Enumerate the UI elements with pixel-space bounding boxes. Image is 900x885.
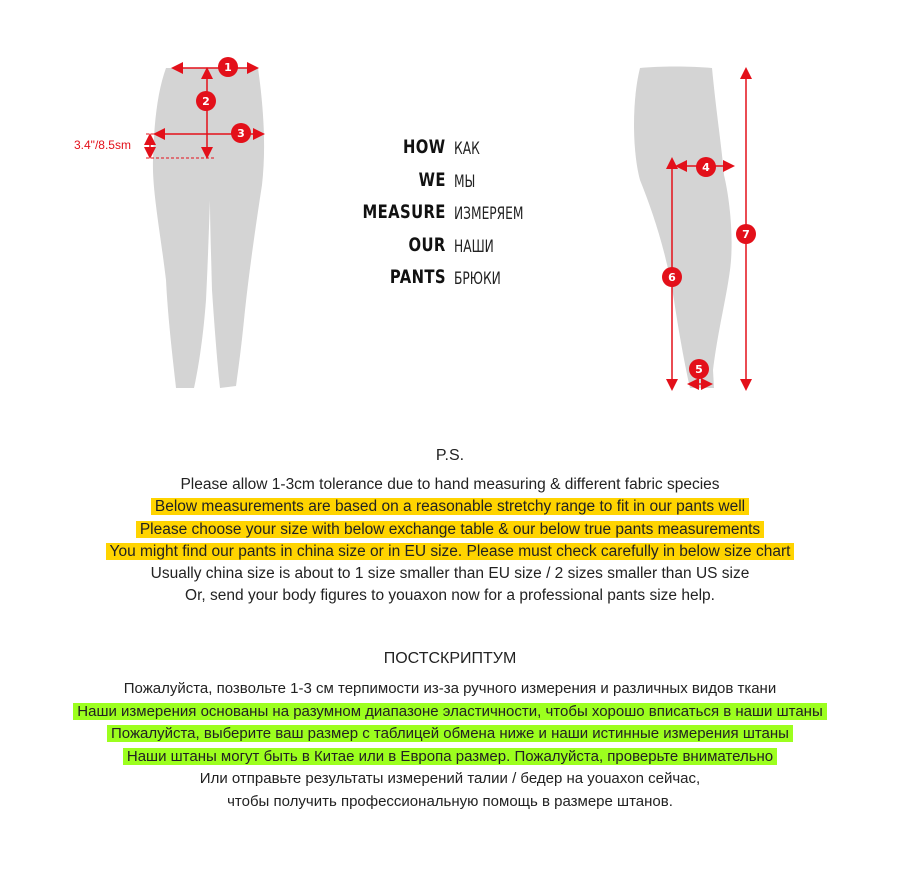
howto-en: WE <box>418 168 446 191</box>
howto-en: OUR <box>408 233 446 256</box>
ru-line-highlighted: Наши измерения основаны на разумном диапазоне эластичности, чтобы хорошо вписаться в наши штаны <box>0 701 900 724</box>
ru-line: Пожалуйста, позвольте 1-3 см терпимости из-за ручного измерения и различных видов ткани <box>123 680 777 697</box>
front-pants-silhouette <box>153 68 264 388</box>
howto-ru: ИЗМЕРЯЕМ <box>454 204 524 224</box>
ps-line-highlighted: Please choose your size with below exchange table & our below true pants measurements <box>0 519 900 541</box>
howto-ru: БРЮКИ <box>454 269 501 289</box>
marker-2 <box>196 91 216 111</box>
howto-ru: НАШИ <box>454 236 494 257</box>
ru-line: чтобы получить профессиональную помощь в размере штанов. <box>227 792 673 810</box>
svg-text:3: 3 <box>237 127 245 140</box>
svg-text:6: 6 <box>668 271 676 284</box>
ru-line-highlighted: Пожалуйста, выберите ваш размер с таблицей обмена ниже и наши истинные измерения штаны <box>0 723 900 746</box>
howto-row <box>300 201 600 234</box>
ps-title: P.S. <box>435 447 465 464</box>
howto-row <box>300 266 600 299</box>
marker-5 <box>689 359 709 379</box>
ps-line: Please allow 1-3cm tolerance due to hand measuring & different fabric species <box>180 476 720 493</box>
ps-line-highlighted: Below measurements are based on a reasonable stretchy range to fit in our pants well <box>0 496 900 518</box>
howto-en: HOW <box>403 136 446 158</box>
marker-4 <box>696 157 716 177</box>
marker-7 <box>736 224 756 244</box>
svg-text:4: 4 <box>702 161 710 174</box>
svg-text:1: 1 <box>224 61 232 74</box>
howto-row <box>300 169 600 202</box>
ps-notes <box>0 474 900 608</box>
howto-en: PANTS <box>389 266 446 288</box>
ru-line-highlighted: Наши штаны могут быть в Китае или в Европа размер. Пожалуйста, проверьте внимательно <box>0 746 900 769</box>
ps-line: Usually china size is about to 1 size smaller than EU size / 2 sizes smaller than US size <box>150 565 750 583</box>
ru-line: Или отправьте результаты измерений талии / бедер на youaxon сейчас, <box>199 770 701 788</box>
marker-6 <box>662 267 682 287</box>
svg-text:7: 7 <box>742 228 750 241</box>
postscript-ru-title: ПОСТСКРИПТУМ <box>383 650 517 667</box>
howto-ru: КАК <box>454 139 480 159</box>
ps-line: Or, send your body figures to youaxon now for a professional pants size help. <box>185 587 715 605</box>
side-pants-silhouette <box>634 67 732 389</box>
svg-text:5: 5 <box>695 363 703 376</box>
rise-offset-label: 3.4"/8.5sm <box>74 138 131 152</box>
howto-ru: МЫ <box>454 171 476 192</box>
howto-row <box>300 136 600 169</box>
how-we-measure-block <box>300 136 600 299</box>
postscript-ru-notes <box>0 678 900 814</box>
marker-1 <box>218 57 238 77</box>
svg-text:2: 2 <box>202 95 210 108</box>
howto-en: MEASURE <box>362 201 446 223</box>
ps-line-highlighted: You might find our pants in china size or in EU size. Please must check carefully in below size chart <box>0 541 900 563</box>
marker-3 <box>231 123 251 143</box>
howto-row <box>300 234 600 267</box>
